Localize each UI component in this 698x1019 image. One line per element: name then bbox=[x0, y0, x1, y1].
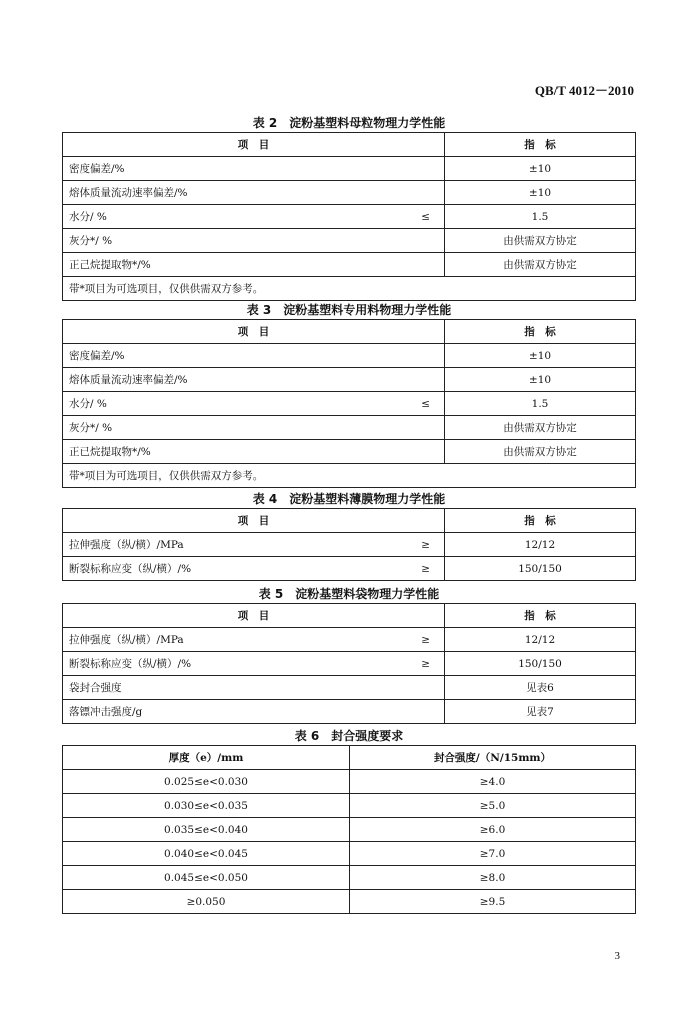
row-value: 1.5 bbox=[445, 392, 636, 416]
row-item: 正已烷提取物*/% bbox=[63, 440, 254, 464]
row-symbol bbox=[254, 676, 445, 700]
table-row bbox=[63, 818, 636, 842]
row-value: 见表7 bbox=[445, 700, 636, 724]
table-row bbox=[63, 557, 636, 581]
row-value: ±10 bbox=[445, 344, 636, 368]
row-seal-strength: ≥4.0 bbox=[350, 770, 636, 794]
row-thickness: 0.025≤e<0.030 bbox=[63, 770, 350, 794]
row-thickness: 0.030≤e<0.035 bbox=[63, 794, 350, 818]
col-thickness-header: 厚度（e）/mm bbox=[63, 746, 350, 770]
row-value: ±10 bbox=[445, 157, 636, 181]
row-item: 断裂标称应变（纵/横）/% bbox=[63, 557, 254, 581]
row-seal-strength: ≥8.0 bbox=[350, 866, 636, 890]
row-item: 袋封合强度 bbox=[63, 676, 254, 700]
row-symbol bbox=[254, 416, 445, 440]
table-4-caption: 表 4 淀粉基塑料薄膜物理力学性能 bbox=[252, 492, 446, 506]
row-seal-strength: ≥5.0 bbox=[350, 794, 636, 818]
table-header-row bbox=[63, 746, 636, 770]
row-thickness: ≥0.050 bbox=[63, 890, 350, 914]
table-row bbox=[63, 440, 636, 464]
row-item: 灰分*/ % bbox=[63, 229, 254, 253]
table-note-row bbox=[63, 277, 636, 301]
table-row bbox=[63, 205, 636, 229]
table-row bbox=[63, 533, 636, 557]
col-item-header: 项 目 bbox=[63, 604, 445, 628]
col-value-header: 指 标 bbox=[445, 509, 636, 533]
row-value: 12/12 bbox=[445, 628, 636, 652]
table-note: 带*项目为可选项目，仅供供需双方参考。 bbox=[63, 464, 636, 488]
table-5-caption: 表 5 淀粉基塑料袋物理力学性能 bbox=[258, 587, 440, 601]
col-value-header: 指 标 bbox=[445, 320, 636, 344]
page-number: 3 bbox=[614, 950, 620, 962]
row-value: 150/150 bbox=[445, 557, 636, 581]
row-value: ±10 bbox=[445, 368, 636, 392]
row-item: 熔体质量流动速率偏差/% bbox=[63, 181, 254, 205]
table-6 bbox=[62, 745, 636, 914]
row-seal-strength: ≥7.0 bbox=[350, 842, 636, 866]
row-symbol bbox=[254, 700, 445, 724]
row-value: ±10 bbox=[445, 181, 636, 205]
table-row bbox=[63, 344, 636, 368]
row-thickness: 0.035≤e<0.040 bbox=[63, 818, 350, 842]
row-symbol bbox=[254, 229, 445, 253]
table-row bbox=[63, 652, 636, 676]
row-value: 由供需双方协定 bbox=[445, 440, 636, 464]
table-row bbox=[63, 628, 636, 652]
table-header-row bbox=[63, 320, 636, 344]
row-seal-strength: ≥6.0 bbox=[350, 818, 636, 842]
row-symbol: ≤ bbox=[254, 392, 445, 416]
table-row bbox=[63, 794, 636, 818]
table-header-row bbox=[63, 133, 636, 157]
row-item: 密度偏差/% bbox=[63, 157, 254, 181]
row-item: 水分/ % bbox=[63, 205, 254, 229]
row-value: 由供需双方协定 bbox=[445, 253, 636, 277]
table-4 bbox=[62, 508, 636, 581]
row-item: 正己烷提取物*/% bbox=[63, 253, 254, 277]
row-symbol bbox=[254, 344, 445, 368]
table-3-caption: 表 3 淀粉基塑料专用料物理力学性能 bbox=[246, 303, 452, 317]
row-value: 12/12 bbox=[445, 533, 636, 557]
row-thickness: 0.045≤e<0.050 bbox=[63, 866, 350, 890]
row-item: 灰分*/ % bbox=[63, 416, 254, 440]
row-symbol bbox=[254, 440, 445, 464]
table-header-row bbox=[63, 509, 636, 533]
table-row bbox=[63, 229, 636, 253]
col-seal-strength-header: 封合强度/（N/15mm） bbox=[350, 746, 636, 770]
row-item: 拉伸强度（纵/横）/MPa bbox=[63, 533, 254, 557]
table-row bbox=[63, 253, 636, 277]
table-row bbox=[63, 368, 636, 392]
table-row bbox=[63, 700, 636, 724]
table-row bbox=[63, 842, 636, 866]
table-row bbox=[63, 392, 636, 416]
col-item-header: 项 目 bbox=[63, 509, 445, 533]
row-item: 断裂标称应变（纵/横）/% bbox=[63, 652, 254, 676]
row-item: 拉伸强度（纵/横）/MPa bbox=[63, 628, 254, 652]
row-value: 由供需双方协定 bbox=[445, 416, 636, 440]
row-item: 落镖冲击强度/g bbox=[63, 700, 254, 724]
table-5 bbox=[62, 603, 636, 724]
row-item: 密度偏差/% bbox=[63, 344, 254, 368]
row-value: 由供需双方协定 bbox=[445, 229, 636, 253]
col-item-header: 项 目 bbox=[63, 320, 445, 344]
table-note: 带*项目为可选项目，仅供供需双方参考。 bbox=[63, 277, 636, 301]
row-symbol: ≥ bbox=[254, 557, 445, 581]
table-2 bbox=[62, 132, 636, 301]
row-symbol bbox=[254, 368, 445, 392]
col-value-header: 指 标 bbox=[445, 604, 636, 628]
table-row bbox=[63, 676, 636, 700]
row-symbol: ≤ bbox=[254, 205, 445, 229]
document-code: QB/T 4012－2010 bbox=[534, 83, 634, 98]
row-seal-strength: ≥9.5 bbox=[350, 890, 636, 914]
row-symbol: ≥ bbox=[254, 533, 445, 557]
table-6-caption: 表 6 封合强度要求 bbox=[294, 729, 404, 743]
table-row bbox=[63, 181, 636, 205]
table-row bbox=[63, 416, 636, 440]
row-thickness: 0.040≤e<0.045 bbox=[63, 842, 350, 866]
row-value: 见表6 bbox=[445, 676, 636, 700]
row-symbol bbox=[254, 157, 445, 181]
table-header-row bbox=[63, 604, 636, 628]
table-3 bbox=[62, 319, 636, 488]
row-symbol: ≥ bbox=[254, 652, 445, 676]
col-value-header: 指 标 bbox=[445, 133, 636, 157]
row-item: 水分/ % bbox=[63, 392, 254, 416]
row-value: 1.5 bbox=[445, 205, 636, 229]
table-row bbox=[63, 890, 636, 914]
table-note-row bbox=[63, 464, 636, 488]
table-row bbox=[63, 866, 636, 890]
row-symbol bbox=[254, 253, 445, 277]
col-item-header: 项 目 bbox=[63, 133, 445, 157]
table-row bbox=[63, 770, 636, 794]
row-item: 熔体质量流动速率偏差/% bbox=[63, 368, 254, 392]
table-row bbox=[63, 157, 636, 181]
row-symbol: ≥ bbox=[254, 628, 445, 652]
table-2-caption: 表 2 淀粉基塑料母粒物理力学性能 bbox=[252, 116, 446, 130]
row-value: 150/150 bbox=[445, 652, 636, 676]
row-symbol bbox=[254, 181, 445, 205]
